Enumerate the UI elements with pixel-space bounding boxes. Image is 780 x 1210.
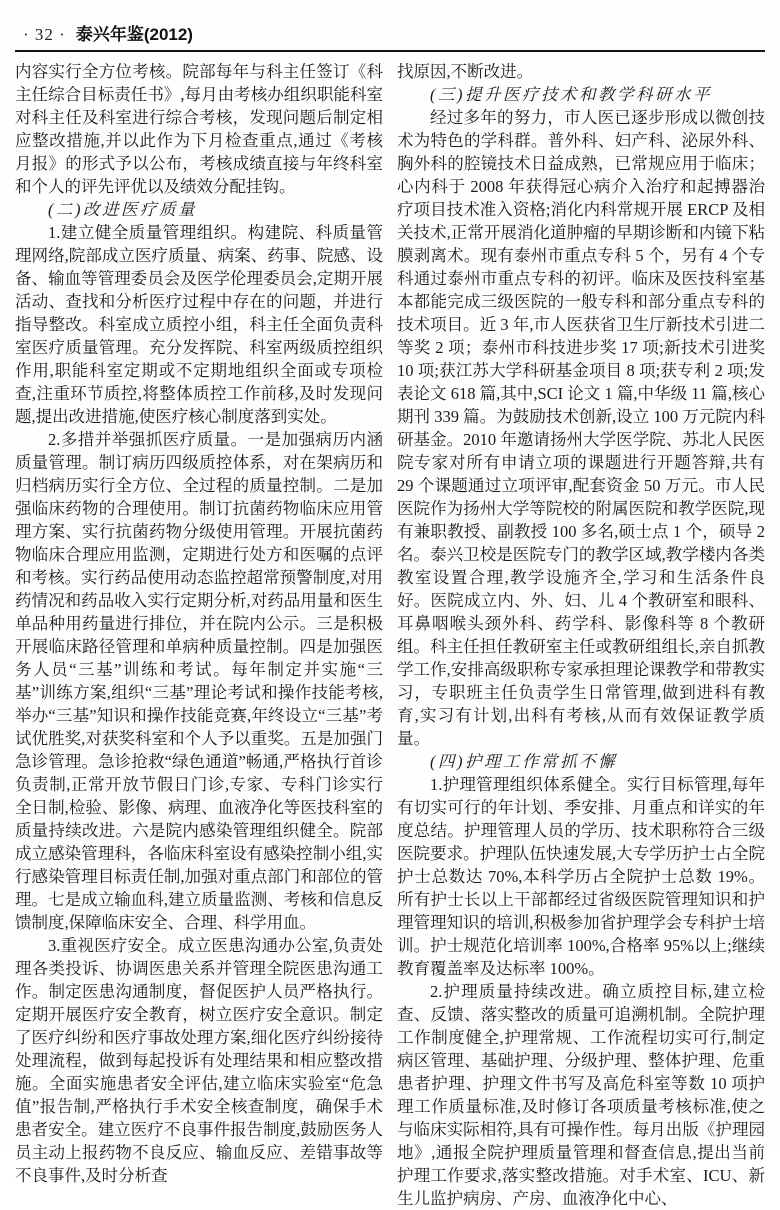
- header-rule: [15, 50, 765, 52]
- section-heading: (三)提升医疗技术和教学科研水平: [430, 85, 712, 104]
- book-title: 泰兴年鉴(2012): [75, 25, 193, 44]
- text-columns: [15, 60, 765, 1210]
- page-number: · 32 ·: [23, 25, 66, 44]
- body-paragraph: 内容实行全方位考核。院部每年与科主任签订《科主任综合目标责任书》,每月由考核办组织职能科室对科主任及科室进行综合考核，发现问题后制定相应整改措施,并以此作为下月检查重点,通过《考核月报》的形式予以公布，考核成绩直接与年终科室和个人的评先评优以及绩效分配挂钩。: [15, 62, 383, 196]
- left-column: [15, 60, 383, 1210]
- body-paragraph: 找原因,不断改进。: [397, 62, 534, 81]
- section-heading: (二)改进医疗质量: [48, 200, 197, 219]
- body-paragraph: 3.重视医疗安全。成立医患沟通办公室,负责处理各类投诉、协调医患关系并管理全院医患沟通工作。制定医患沟通制度，督促医护人员严格执行。定期开展医疗安全教育，树立医疗安全意识。制定了医疗纠纷和医疗事故处理方案,细化医疗纠纷接待处理流程，做到每起投诉有处理结果和相应整改措施。全面实施患者安全评估,建立临床实验室“危急值”报告制,严格执行手术安全核查制度，确保手术患者安全。建立医疗不良事件报告制度,鼓励医务人员主动上报药物不良反应、输血反应、差错事故等不良事件,及时分析查: [15, 936, 383, 1185]
- body-paragraph: 1.建立健全质量管理组织。构建院、科质量管理网络,院部成立医疗质量、病案、药事、院感、设备、输血等管理委员会及医学伦理委员会,定期开展活动、查找和分析医疗过程中存在的问题，并进行指导整改。科室成立质控小组，科主任全面负责科室医疗质量管理。充分发挥院、科室两级质控组织作用,职能科室定期或不定期地组织全面或专项检查,注重环节质控,将整体质控工作前移,及时发现问题,提出改进措施,使医疗核心制度落到实处。: [15, 223, 383, 426]
- body-paragraph: 1.护理管理组织体系健全。实行目标管理,每年有切实可行的年计划、季安排、月重点和详实的年度总结。护理管理人员的学历、技术职称符合三级医院要求。护理队伍快速发展,大专学历护士占全院护士总数达 70%,本科学历占全院护士总数 19%。所有护士长以上干部都经过省级医院管理知识和护理管理知识的培训,积极参加省护理学会专科护士培训。护士规范化培训率 100%,合格率 95%以上;继续教育覆盖率及达标率 100%。: [397, 775, 765, 978]
- page-header: [15, 20, 765, 45]
- body-paragraph: 2.护理质量持续改进。确立质控目标,建立检查、反馈、落实整改的质量可追溯机制。全院护理工作制度健全,护理常规、工作流程切实可行,制定病区管理、基础护理、分级护理、整体护理、危重患者护理、护理文件书写及高危科室等数 10 项护理工作质量标准,及时修订各项质量考核标准,使之与临床实际相符,具有可操作性。每月出版《护理园地》,通报全院护理质量管理和督查信息,提出当前护理工作要求,落实整改措施。对手术室、ICU、新生儿监护病房、产房、血液净化中心、: [397, 982, 765, 1208]
- body-paragraph: 经过多年的努力，市人医已逐步形成以微创技术为特色的学科群。普外科、妇产科、泌尿外科、胸外科的腔镜技术日益成熟，已常规应用于临床；心内科于 2008 年获得冠心病介入治疗和起搏器治疗项目技术准入资格;消化内科常规开展 ERCP 及相关技术,正常开展消化道肿瘤的早期诊断和内镜下粘膜剥离术。现有泰州市重点专科 5 个，另有 4 个专科通过泰州市重点专科的初评。临床及医技科室基本都能完成三级医院的一般专科和部分重点专科的技术项目。近 3 年,市人医获省卫生厅新技术引进二等奖 2 项；泰州市科技进步奖 17 项;新技术引进奖 10 项;获江苏大学科研基金项目 8 项;获专利 2 项;发表论文 618 篇,其中,SCI 论文 1 篇,中华级 11 篇,核心期刊 339 篇。为鼓励技术创新,设立 100 万元院内科研基金。2010 年邀请扬州大学医学院、苏北人民医院专家对所有申请立项的课题进行开题答辩,共有 29 个课题通过立项评审,配套资金 50 万元。市人民医院作为扬州大学等院校的附属医院和教学医院,现有兼职教授、副教授 100 多名,硕士点 1 个，硕导 2 名。泰兴卫校是医院专门的教学区域,教学楼内各类教室设置合理,教学设施齐全,学习和生活条件良好。医院成立内、外、妇、儿 4 个教研室和眼科、耳鼻咽喉头颈外科、药学科、影像科等 8 个教研组。科主任担任教研室主任或教研组组长,亲自抓教学工作,安排高级职称专家承担理论课教学和带教实习，专职班主任负责学生日常管理,做到进科有教育,实习有计划,出科有考核,从而有效保证教学质量。: [397, 108, 765, 748]
- body-paragraph: 2.多措并举强抓医疗质量。一是加强病历内涵质量管理。制订病历四级质控体系，对在架病历和归档病历实行全方位、全过程的质量控制。二是加强临床药物的合理使用。制订抗菌药物临床应用管理方案、实行抗菌药物分级使用管理。开展抗菌药物临床合理应用监测，定期进行处方和医嘱的点评和考核。实行药品使用动态监控超常预警制度,对用药情况和药品收入实行定期分析,对药品用量和医生单品种用药量进行排位，并在院内公示。三是积极开展临床路径管理和单病种质量控制。四是加强医务人员“三基”训练和考试。每年制定并实施“三基”训练方案,组织“三基”理论考试和操作技能考核,举办“三基”知识和操作技能竞赛,年终设立“三基”考试优胜奖,对获奖科室和个人予以重奖。五是加强门急诊管理。急诊抢救“绿色通道”畅通,严格执行首诊负责制,正常开放节假日门诊,专家、专科门诊实行全日制,检验、影像、病理、血液净化等医技科室的质量持续改进。六是院内感染管理组织健全。院部成立感染管理科，各临床科室设有感染控制小组,实行感染管理目标责任制,加强对重点部门和部位的管理。七是成立输血科,建立质量监测、考核和信息反馈制度,保障临床安全、合理、科学用血。: [15, 430, 383, 932]
- right-column: [397, 60, 765, 1210]
- section-heading: (四)护理工作常抓不懈: [430, 752, 617, 771]
